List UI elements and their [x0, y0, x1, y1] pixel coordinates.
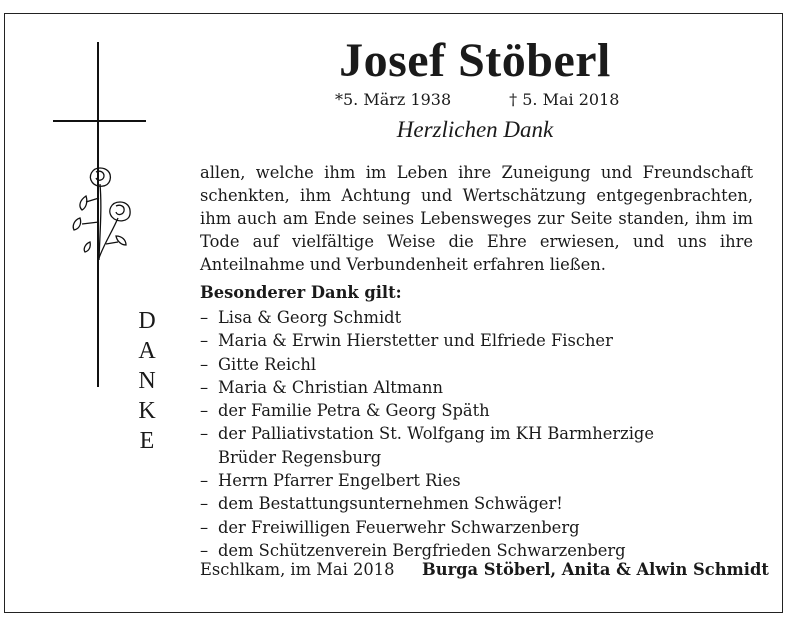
list-item: – der Palliativstation St. Wolfgang im KH Barmherzige Brüder Regensburg	[200, 424, 654, 467]
list-item: – Maria & Christian Altmann	[200, 377, 443, 397]
list-item: – Gitte Reichl	[200, 354, 317, 374]
danke-vertical	[132, 306, 162, 456]
thanks-list	[200, 306, 688, 562]
thanks-heading: Herzlichen Dank	[396, 117, 554, 142]
list-item: – dem Schützenverein Bergfrieden Schwarzenberg	[200, 540, 626, 560]
list-item: – Maria & Erwin Hierstetter und Elfriede Fischer	[200, 331, 613, 351]
list-item: – der Freiwilligen Feuerwehr Schwarzenberg	[200, 517, 580, 537]
death-date: † 5. Mai 2018	[509, 90, 620, 109]
cross-bar	[53, 120, 146, 122]
list-item: – dem Bestattungsunternehmen Schwäger!	[200, 494, 563, 514]
special-thanks-label: Besonderer Dank gilt:	[200, 283, 402, 302]
deceased-name: Josef Stöberl	[339, 34, 611, 87]
list-item: – Lisa & Georg Schmidt	[200, 308, 402, 327]
rose-icon	[66, 158, 146, 268]
danke-letter: D	[138, 308, 156, 334]
list-item: – der Familie Petra & Georg Späth	[200, 401, 490, 421]
danke-letter: E	[139, 428, 155, 454]
birth-date: *5. März 1938	[335, 90, 452, 109]
signatories: Burga Stöberl, Anita & Alwin Schmidt	[422, 560, 769, 579]
thanks-paragraph: allen, welche ihm im Leben ihre Zuneigung und Freundschaft schenkten, ihm Achtung und Wertschätzung entgegenbrachten, ihm auch am Ende seines Lebensweges zur Seite standen, ihm im Tode auf vielfältige Weise die Ehre erwiesen, und uns ihre Anteilnahme und Verbundenheit erfahren ließen.	[200, 163, 753, 274]
danke-letter: A	[138, 338, 156, 364]
place-date: Eschlkam, im Mai 2018	[200, 560, 395, 579]
danke-letter: N	[138, 368, 156, 394]
life-dates	[335, 90, 619, 109]
danke-letter: K	[138, 398, 156, 424]
list-item: – Herrn Pfarrer Engelbert Ries	[200, 471, 461, 491]
